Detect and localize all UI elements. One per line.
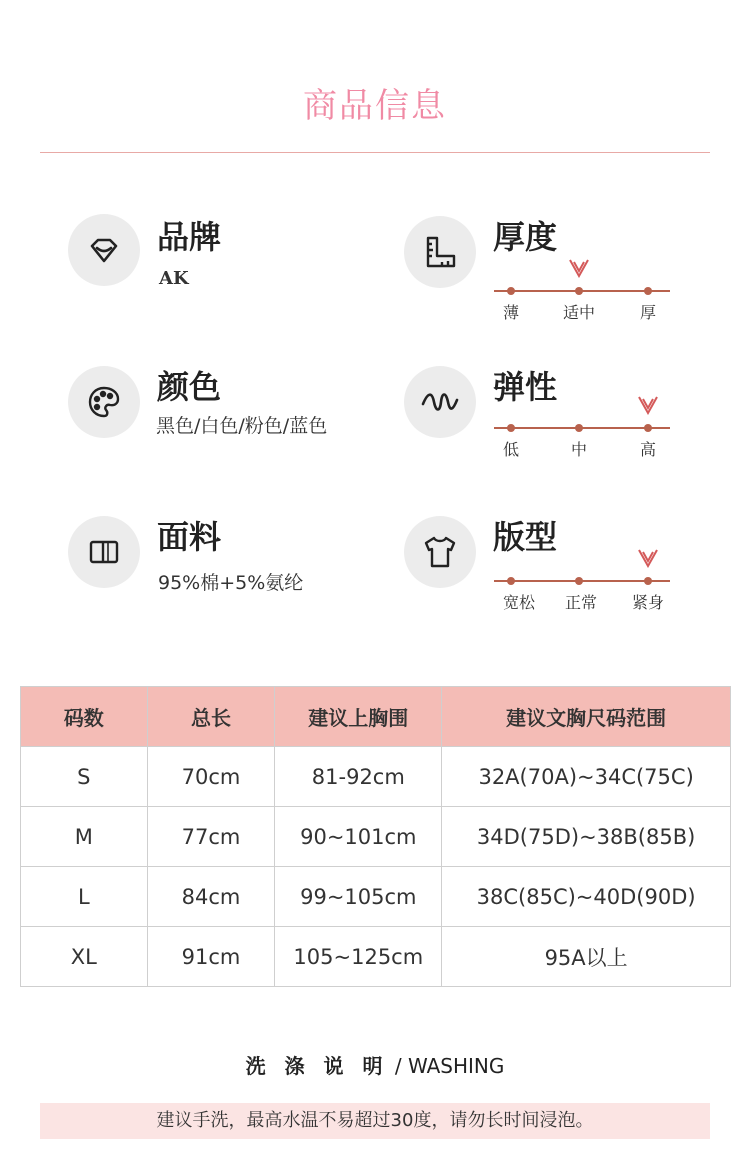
table-cell: L <box>21 867 148 927</box>
table-cell: M <box>21 807 148 867</box>
color-title: 颜色 <box>157 368 222 406</box>
table-cell: 91cm <box>147 927 275 987</box>
color-value: 黑色/白色/粉色/蓝色 <box>156 415 328 437</box>
table-cell: 38C(85C)~40D(90D) <box>442 867 731 927</box>
scale-label: 薄 <box>502 303 520 322</box>
selected-marker-icon <box>637 395 659 415</box>
table-cell: 32A(70A)~34C(75C) <box>442 747 731 807</box>
tshirt-icon <box>404 516 476 588</box>
table-cell: 70cm <box>147 747 275 807</box>
elasticity-title: 弹性 <box>493 368 558 406</box>
scale-label: 正常 <box>564 593 598 612</box>
washing-instruction: 建议手洗，最高水温不易超过30度，请勿长时间浸泡。 <box>40 1103 710 1139</box>
table-cell: 34D(75D)~38B(85B) <box>442 807 731 867</box>
washing-title-cn: 洗 涤 说 明 <box>245 1054 389 1078</box>
ruler-icon <box>404 216 476 288</box>
washing-title-en: / WASHING <box>394 1054 505 1078</box>
table-cell: 77cm <box>147 807 275 867</box>
selected-marker-icon <box>637 548 659 568</box>
elasticity-scale <box>494 407 670 467</box>
size-table <box>20 686 731 987</box>
scale-label: 低 <box>502 440 520 459</box>
palette-icon <box>68 366 140 438</box>
table-cell: 84cm <box>147 867 275 927</box>
table-cell: 95A以上 <box>442 927 731 987</box>
thickness-title: 厚度 <box>493 218 558 256</box>
table-cell: 90~101cm <box>275 807 442 867</box>
wave-icon <box>404 366 476 438</box>
washing-heading <box>0 1050 750 1079</box>
table-cell: S <box>21 747 148 807</box>
table-row <box>21 867 731 927</box>
table-cell: 105~125cm <box>275 927 442 987</box>
fabric-roll-icon <box>68 516 140 588</box>
table-header-row <box>21 687 731 747</box>
table-row <box>21 747 731 807</box>
table-row <box>21 927 731 987</box>
table-cell: 81-92cm <box>275 747 442 807</box>
thickness-scale <box>494 270 670 330</box>
fabric-title: 面料 <box>157 518 222 556</box>
scale-label: 紧身 <box>631 593 665 612</box>
scale-label: 中 <box>570 440 588 459</box>
column-header: 码数 <box>21 687 148 747</box>
scale-label: 厚 <box>639 303 657 322</box>
table-row <box>21 807 731 867</box>
heart-tag-icon <box>68 214 140 286</box>
page-title: 商品信息 <box>303 86 447 126</box>
scale-label: 宽松 <box>502 593 536 612</box>
column-header: 建议文胸尺码范围 <box>442 687 731 747</box>
scale-label: 高 <box>639 440 657 459</box>
fit-title: 版型 <box>493 518 558 556</box>
table-cell: 99~105cm <box>275 867 442 927</box>
brand-title: 品牌 <box>157 218 222 256</box>
column-header: 总长 <box>147 687 275 747</box>
fabric-value: 95%棉+5%氨纶 <box>158 572 304 594</box>
brand-value: AK <box>159 268 189 289</box>
selected-marker-icon <box>568 258 590 278</box>
fit-scale <box>494 560 670 620</box>
scale-label: 适中 <box>562 303 596 322</box>
table-cell: XL <box>21 927 148 987</box>
column-header: 建议上胸围 <box>275 687 442 747</box>
title-divider <box>40 152 710 153</box>
